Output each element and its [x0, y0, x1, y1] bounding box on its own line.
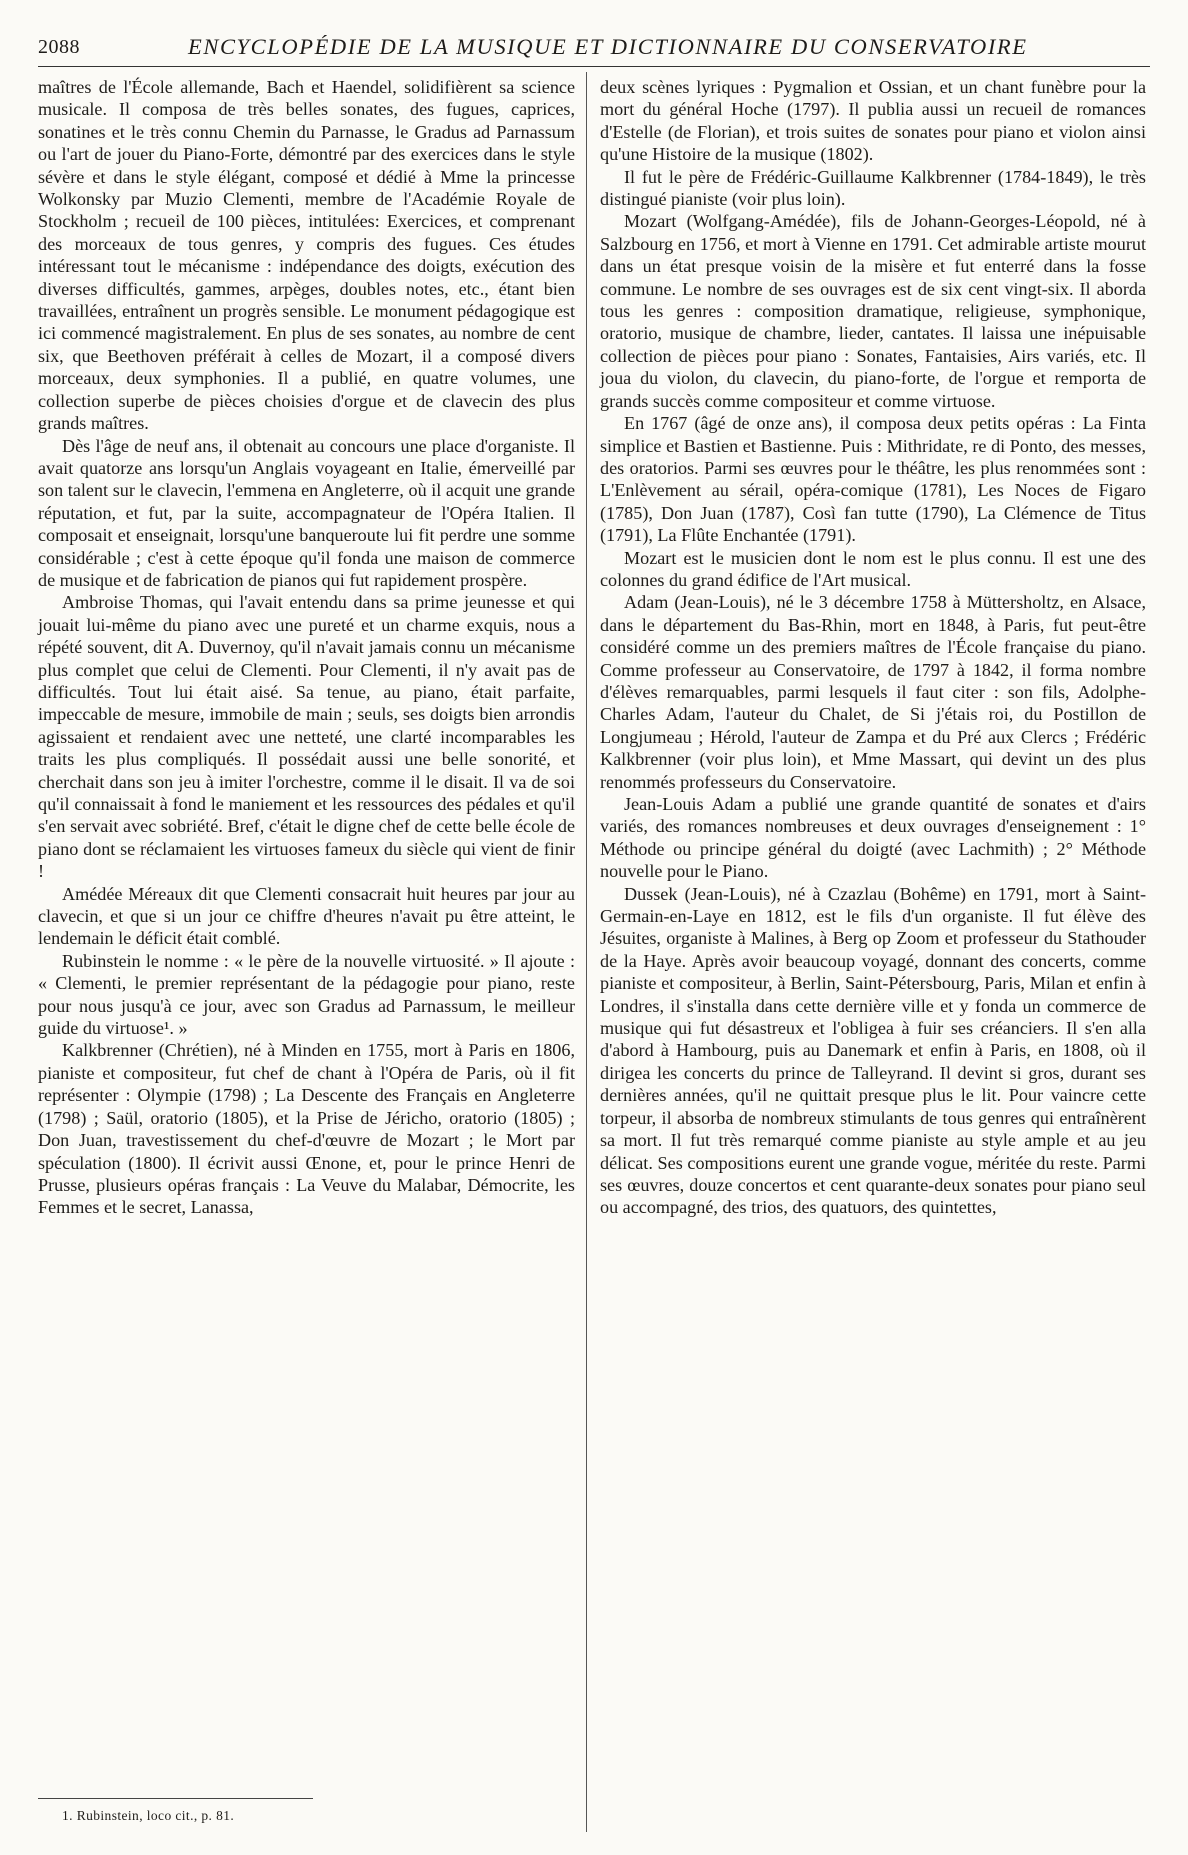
right-column — [600, 76, 1146, 1219]
paragraph: Jean-Louis Adam a publié une grande quantité de sonates et d'airs variés, des romances nombreuses et deux ouvrages d'enseignement : 1° Méthode ou principe général du doigté (avec Lachmith) ; 2° Méthode nouvelle pour le Piano. — [600, 794, 1146, 882]
column-divider — [586, 72, 587, 1832]
page-number: 2088 — [38, 36, 80, 58]
paragraph: deux scènes lyriques : Pygmalion et Ossian, et un chant funèbre pour la mort du général Hoche (1797). Il publia aussi un recueil de romances d'Estelle (de Florian), et trois suites de sonates pour piano et violon ainsi qu'une Histoire de la musique (1802). — [600, 77, 1146, 165]
paragraph: En 1767 (âgé de onze ans), il composa deux petits opéras : La Finta simplice et Bastien et Bastienne. Puis : Mithridate, re di Ponto, des messes, des oratorios. Parmi ses œuvres pour le théâtre, les plus renommées sont : L'Enlèvement au sérail, opéra-comique (1781), Les Noces de Figaro (1785), Don Juan (1787), Così fan tutte (1790), La Clémence de Titus (1791), La Flûte Enchantée (1791). — [600, 413, 1146, 546]
footnote: 1. Rubinstein, loco cit., p. 81. — [62, 1808, 235, 1823]
paragraph: Rubinstein le nomme : « le père de la nouvelle virtuosité. » Il ajoute : « Clementi, le premier représentant de la pédagogie pour piano, reste pour nous jusqu'à ce jour, avec son Gradus ad Parnassum, le meilleur guide du virtuose¹. » — [38, 950, 575, 1039]
paragraph: Amédée Méreaux dit que Clementi consacrait huit heures par jour au clavecin, et que si un jour ce chiffre d'heures n'avait pu être atteint, le lendemain le déficit était comblé. — [38, 883, 575, 949]
footnote-divider — [38, 1798, 313, 1799]
paragraph: Adam (Jean-Louis), né le 3 décembre 1758 à Müttersholtz, en Alsace, dans le département du Bas-Rhin, mort en 1848, à Paris, fut peut-être considéré comme un des premiers maîtres de l'École française du piano. Comme professeur au Conservatoire, de 1797 à 1842, il forma nombre d'élèves remarquables, parmi lesquels il faut citer : son fils, Adolphe-Charles Adam, l'auteur du Chalet, de Si j'étais roi, du Postillon de Longjumeau ; Hérold, l'auteur de Zampa et du Pré aux Clercs ; Frédéric Kalkbrenner (voir plus loin), et Mme Massart, qui devint un des plus renommés professeurs du Conservatoire. — [600, 592, 1146, 792]
paragraph: Dès l'âge de neuf ans, il obtenait au concours une place d'organiste. Il avait quatorze ans lorsqu'un Anglais voyageant en Italie, émerveillé par son talent sur le clavecin, l'emmena en Angleterre, où il acquit une grande réputation, et fut, par la suite, accompagnateur de l'Opéra Italien. Il composait et enseignait, lorsqu'une banqueroute lui fit perdre une somme considérable ; c'est à cette époque qu'il fonda une maison de commerce de musique et de fabrication de pianos qui fut rapidement prospère. — [38, 435, 575, 590]
paragraph: Dussek (Jean-Louis), né à Czazlau (Bohême) en 1791, mort à Saint-Germain-en-Laye en 1812, est le fils d'un organiste. Il fut élève des Jésuites, organiste à Malines, à Berg op Zoom et professeur du Stathouder de la Haye. Après avoir beaucoup voyagé, donnant des concerts, comme pianiste et compositeur, à Berlin, Saint-Pétersbourg, Paris, Milan et enfin à Londres, il s'installa dans cette dernière ville et y fonda un commerce de musique qui fut désastreux et l'obligea à fuir ses créanciers. Il s'en alla d'abord à Hambourg, puis au Danemark et enfin à Paris, en 1808, où il dirigea les concerts du prince de Talleyrand. Il devint si gros, durant ses dernières années, qu'il ne quittait presque plus le lit. Pour vaincre cette torpeur, il absorba de nombreux stimulants de tous genres qui entraînèrent sa mort. Il fut très remarqué comme pianiste au style ample et au jeu délicat. Ses compositions eurent une grande vogue, méritée du reste. Parmi ses œuvres, douze concertos et cent quarante-deux sonates pour piano seul ou accompagné, des trios, des quatuors, des quintettes, — [600, 883, 1146, 1218]
left-column — [38, 76, 575, 1219]
paragraph: Il fut le père de Frédéric-Guillaume Kalkbrenner (1784-1849), le très distingué pianiste (voir plus loin). — [600, 166, 1146, 210]
paragraph: maîtres de l'École allemande, Bach et Haendel, solidifièrent sa science musicale. Il composa de très belles sonates, des fugues, caprices, sonatines et le très connu Chemin du Parnasse, le Gradus ad Parnassum ou l'art de jouer du Piano-Forte, démontré par des exercices dans le style sévère et dans le style élégant, composé et dédié à Mme la princesse Wolkonsky par Muzio Clementi, membre de l'Académie Royale de Stockholm ; recueil de 100 pièces, intitulées: Exercices, et comprenant des morceaux de tous genres, y compris des fugues. Ces études intéressant tout le mécanisme : indépendance des doigts, exécution des diverses difficultés, gammes, arpèges, doubles notes, etc., étant bien travaillées, entraînent un progrès sensible. Le monument pédagogique est ici commencé magistralement. En plus de ses sonates, au nombre de cent six, que Beethoven préférait à celles de Mozart, il a composé divers morceaux, deux symphonies. Il a publié, en quatre volumes, une collection superbe de pièces choisies d'orgue et de clavecin des plus grands maîtres. — [38, 77, 575, 434]
paragraph: Mozart est le musicien dont le nom est le plus connu. Il est une des colonnes du grand édifice de l'Art musical. — [600, 547, 1146, 590]
paragraph: Mozart (Wolfgang-Amédée), fils de Johann-Georges-Léopold, né à Salzbourg en 1756, et mort à Vienne en 1791. Cet admirable artiste mourut dans un état presque voisin de la misère et fut enterré dans la fosse commune. Le nombre de ses ouvrages est de six cent vingt-six. Il aborda tous les genres : composition dramatique, religieuse, symphonique, oratorio, musique de chambre, lieder, cantates. Il laissa une inépuisable collection de pièces pour piano : Sonates, Fantaisies, Airs variés, etc. Il joua du violon, du clavecin, du piano-forte, de l'orgue et remporta de grands succès comme compositeur et comme virtuose. — [600, 211, 1146, 411]
running-title: ENCYCLOPÉDIE DE LA MUSIQUE ET DICTIONNAIRE DU CONSERVATOIRE — [188, 34, 1028, 59]
paragraph: Ambroise Thomas, qui l'avait entendu dans sa prime jeunesse et qui jouait lui-même du piano avec une pureté et un charme exquis, nous a répété souvent, dit A. Duvernoy, qu'il n'avait jamais connu un mécanisme plus complet que celui de Clementi. Pour Clementi, il n'y avait pas de difficultés. Tout lui était aisé. Sa tenue, au piano, était parfaite, impeccable de mesure, immobile de main ; seuls, ses doigts bien arrondis agissaient et rendaient avec une netteté, une clarté incomparables les traits les plus compliqués. Il possédait aussi une belle sonorité, et cherchait dans son jeu à imiter l'orchestre, comme il le disait. Il va de soi qu'il connaissait à fond le maniement et les ressources des pédales et qu'il s'en servait avec sobriété. Bref, c'était le digne chef de cette belle école de piano dont se réclamaient les virtuoses fameux du siècle qui vient de finir ! — [38, 592, 575, 882]
paragraph: Kalkbrenner (Chrétien), né à Minden en 1755, mort à Paris en 1806, pianiste et compositeur, fut chef de chant à l'Opéra de Paris, où il fit représenter : Olympie (1798) ; La Descente des Français en Angleterre (1798) ; Saül, oratorio (1805), et la Prise de Jéricho, oratorio (1805) ; Don Juan, travestissement du chef-d'œuvre de Mozart ; le Mort par spéculation (1800). Il écrivit aussi Œnone, et, pour le prince Henri de Prusse, plusieurs opéras français : La Veuve du Malabar, Démocrite, les Femmes et le secret, Lanassa, — [38, 1040, 575, 1218]
page-header — [38, 30, 1150, 67]
